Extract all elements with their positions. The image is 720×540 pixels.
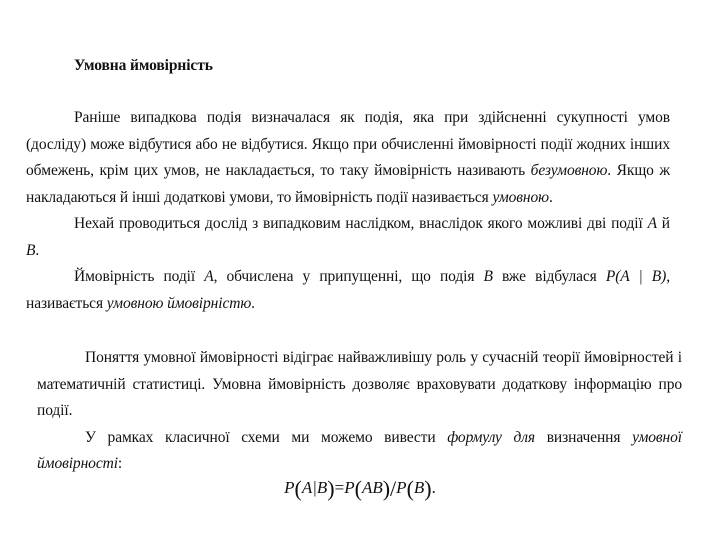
event-b: B	[483, 268, 493, 285]
conditional-probability-formula: P(A|B)=P(AB)/P(B).	[284, 476, 436, 501]
para1-text-a: Раніше випадкова подія визначалася як подія, яка при здійсненні сукупності умов (досліду) може відбутися або не відбутися. Якщо при обчисленні ймовірності події жодних інших обмежень, крім цих умов, не накладається, то таку ймовірність називають	[26, 109, 670, 179]
term-conditional-probability: умовної ймовірності	[37, 428, 682, 472]
term-unconditional: безумовною	[530, 162, 608, 179]
para5-text-c: :	[117, 455, 123, 472]
event-b: B	[26, 241, 36, 259]
para1-text-b: . Якщо ж накладаються й інші додаткові умови, то ймовірність події називається	[26, 162, 670, 206]
formula-lhs-arg: A|B	[301, 478, 328, 497]
paragraph-importance: Поняття умовної ймовірності відіграє найважливішу роль у сучасній теорії ймовірностей і математичній статистиці. Умовна ймовірність дозволяє враховувати додаткову інформацію про події.	[37, 349, 682, 419]
formula-end: .	[431, 478, 436, 497]
page-title: Умовна ймовірність	[74, 57, 213, 74]
formula-num-arg: AB	[361, 478, 383, 497]
para5-text-b: визначення	[535, 428, 633, 446]
formula-p: P	[396, 478, 407, 497]
definitions-block	[26, 105, 670, 317]
event-a: A	[204, 268, 214, 285]
term-conditional: умовною	[492, 188, 549, 206]
term-formula: формулу для	[447, 428, 536, 446]
formula-den-arg: B	[413, 478, 425, 497]
para3-text-c: вже відбулася	[492, 268, 606, 285]
formula-equals: =	[334, 478, 345, 497]
para2-text-c: .	[35, 241, 40, 259]
para3-text-b: , обчислена у припущенні, що подія	[213, 268, 484, 285]
paragraph-formula-intro	[37, 425, 682, 478]
event-a: A	[647, 215, 657, 232]
para2-text-a: Нехай проводиться дослід з випадковим наслідком, внаслідок якого можливі дві події	[74, 215, 648, 232]
formula-slash: /	[390, 476, 397, 501]
paragraph-unconditional	[26, 105, 670, 211]
paragraph-experiment	[26, 211, 670, 264]
para3-text-a: Ймовірність події	[74, 268, 205, 285]
para5-text-a: У рамках класичної схеми ми можемо вивести	[85, 428, 448, 446]
paragraph-definition	[26, 264, 670, 317]
importance-block	[37, 345, 682, 478]
para2-text-b: й	[656, 215, 670, 232]
para3-text-e: .	[251, 294, 255, 312]
term-conditional-probability: умовною ймовірністю	[106, 294, 252, 312]
conditional-notation: P(A | B)	[605, 268, 667, 285]
para1-text-c: .	[548, 188, 553, 206]
formula-p: P	[344, 478, 355, 497]
formula-p: P	[284, 478, 295, 497]
para3-text-d: , називається	[26, 268, 670, 312]
